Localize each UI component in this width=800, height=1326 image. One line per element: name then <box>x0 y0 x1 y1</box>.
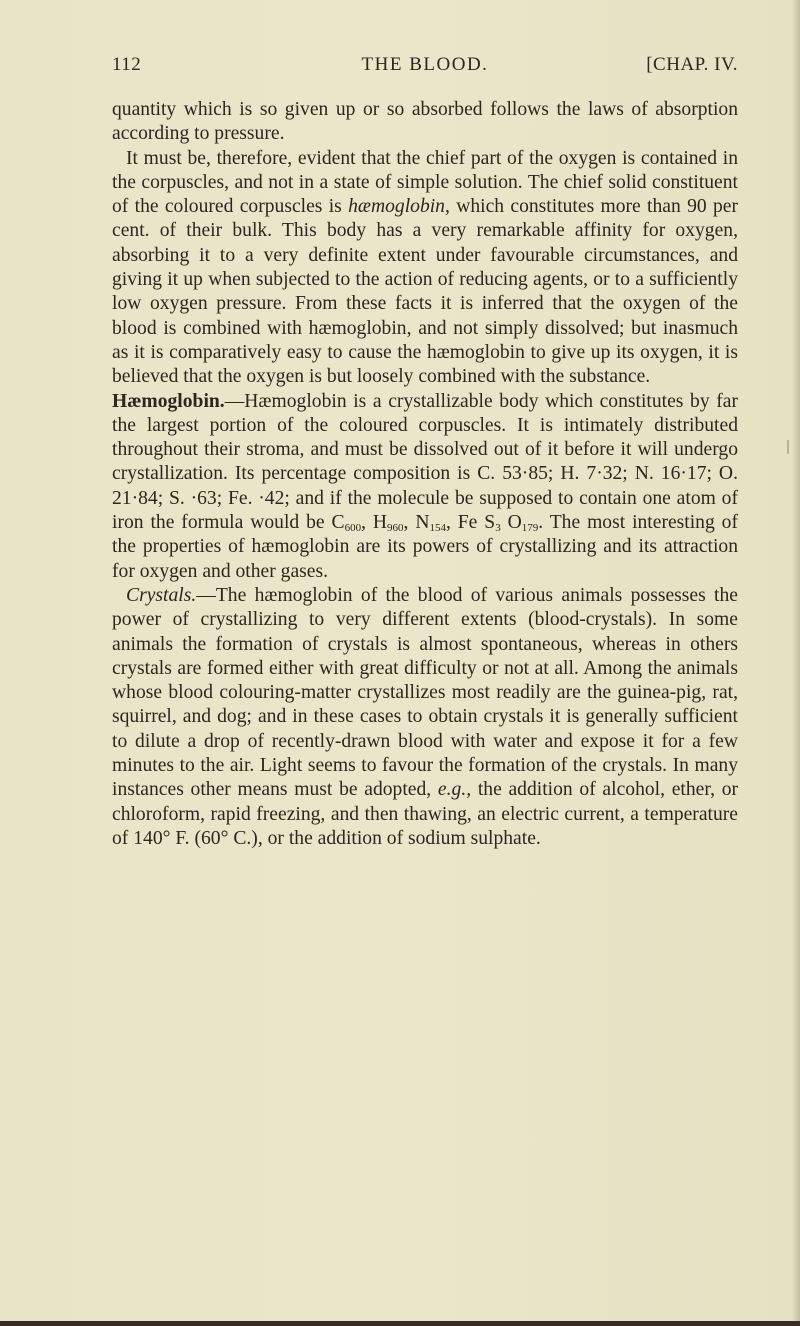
page-number: 112 <box>112 54 142 75</box>
margin-mark <box>787 440 789 454</box>
section-heading-crystals: Crystals. <box>126 584 197 606</box>
body-text <box>112 98 738 851</box>
page-edge-shadow <box>792 0 800 1326</box>
paragraph-continuation: quantity which is so given up or so absorbed follows the laws of absorption according to pressure. <box>112 99 738 145</box>
paragraph-crystals: Crystals.—The hæmoglobin of the blood of various animals possesses the power of crystallizing to very different extents (blood-crystals). In some animals the formation of crystals is almost spontaneous, whereas in others crystals are formed either with great difficulty or not at all. Among the animals whose blood colouring-matter crystallizes most readily are the guinea-pig, rat, squirrel, and dog; and in these cases to obtain crystals it is generally sufficient to dilute a drop of recently-drawn blood with water and expose it for a few minutes to the air. Light seems to favour the formation of the crystals. In many instances other means must be adopted, e.g., the addition of alcohol, ether, or chloroform, rapid freezing, and then thawing, an electric current, a temperature of 140° F. (60° C.), or the addition of sodium sulphate. <box>112 584 739 849</box>
page-bottom-border <box>0 1321 800 1326</box>
abbreviation-eg: e.g., <box>437 779 472 801</box>
term-haemoglobin: hæmoglobin, <box>348 196 450 218</box>
paragraph-oxygen: It must be, therefore, evident that the chief part of the oxygen is contained in the corpuscles, and not in a state of simple solution. The chief solid constituent of the coloured corpuscles is hæmoglobin, which constitutes more than 90 per cent. of their bulk. This body has a very remarkable affinity for oxygen, absorbing it to a very definite extent under favourable circumstances, and giving it up when subjected to the action of reducing agents, or to a sufficiently low oxygen pressure. From these facts it is inferred that the oxygen of the blood is combined with hæmoglobin, and not simply dissolved; but inasmuch as it is comparatively easy to cause the hæmoglobin to give up its oxygen, it is believed that the oxygen is but loosely combined with the substance. <box>112 147 739 388</box>
chapter-reference: [CHAP. IV. <box>646 54 738 75</box>
running-title: THE BLOOD. <box>361 54 489 75</box>
chemical-formula: $C_{600}$, $H_{960}$, $N_{154}$, Fe $S_3$ $O_{179}$. <box>331 512 544 535</box>
section-heading-haemoglobin: Hæmoglobin. <box>112 390 225 412</box>
paragraph-haemoglobin: Hæmoglobin.—Hæmoglobin is a crystallizable body which constitutes by far the largest portion of the coloured corpuscles. It is intimately distributed throughout their stroma, and must be dissolved out of it before it will undergo crystallization. Its percentage composition is C. 53·85; H. 7·32; N. 16·17; O. 21·84; S. ·63; Fe. ·42; and if the molecule be supposed to contain one atom of iron the formula would be $C_{600}$, $H_{960}$, $N_{154}$, Fe $S_3$ $O_{179}$. The most interesting of the properties of hæmoglobin are its powers of crystallizing and its attraction for oxygen and other gases. <box>112 390 738 582</box>
running-head <box>112 54 738 84</box>
